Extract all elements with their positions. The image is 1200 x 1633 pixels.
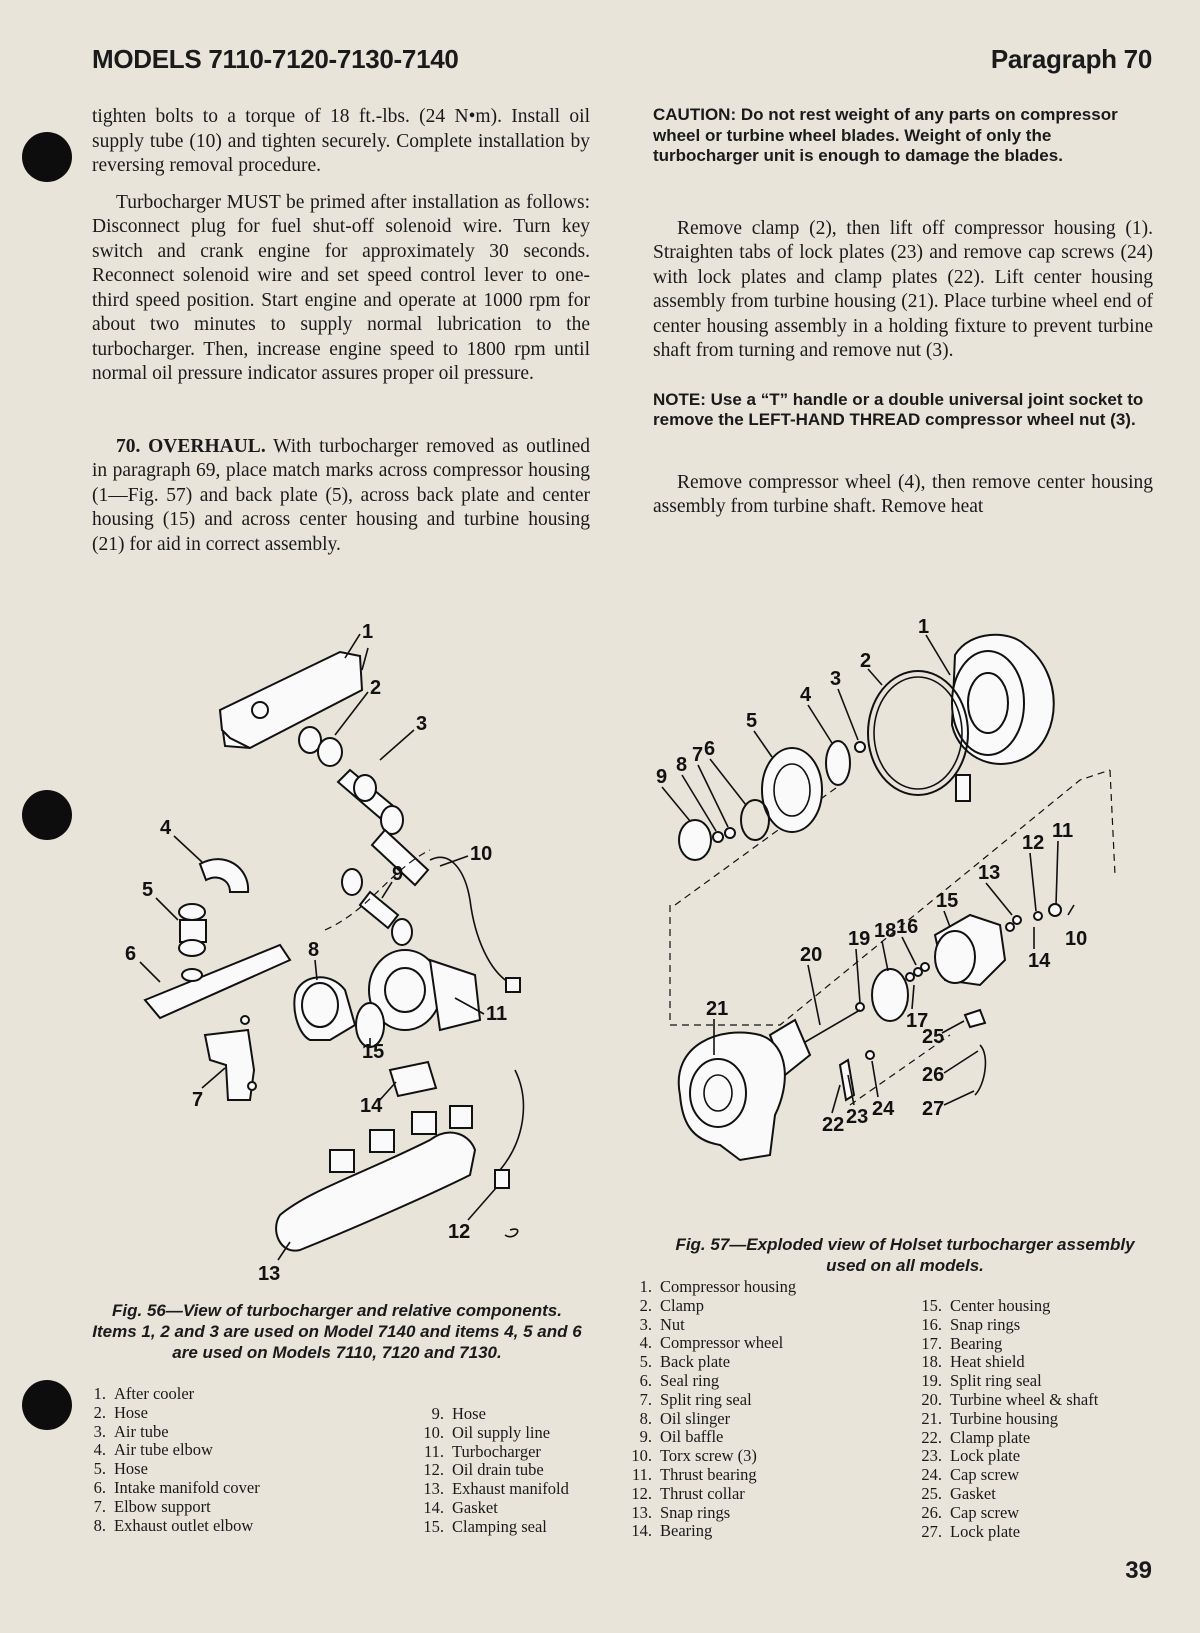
legend-item-number: 6. [93, 1477, 106, 1497]
legend-item-number: 4. [93, 1440, 106, 1460]
legend-item-text: Hose [452, 1404, 486, 1423]
fig56-label-15: 15 [362, 1041, 385, 1063]
fig57-label-13: 13 [978, 862, 1001, 884]
fig57-label-27: 27 [922, 1098, 945, 1120]
legend-item [918, 1353, 1098, 1372]
legend-item-text: Oil drain tube [452, 1460, 544, 1480]
fig57-label-6: 6 [704, 738, 716, 760]
legend-item [82, 1479, 260, 1498]
fig57-label-7: 7 [692, 744, 704, 766]
fig57-label-20: 20 [800, 944, 823, 966]
legend-item-text: Exhaust outlet elbow [114, 1515, 254, 1535]
legend-item [628, 1485, 796, 1504]
legend-item-number: 2. [93, 1402, 106, 1422]
legend-item-text: Thrust collar [660, 1483, 745, 1503]
legend-item-text: Air tube [114, 1421, 169, 1441]
legend-item [628, 1353, 796, 1372]
legend-item-number: 24. [921, 1465, 942, 1485]
legend-item-number: 14. [423, 1497, 444, 1517]
legend-item-number: 17. [921, 1333, 942, 1353]
legend-item-number: 25. [921, 1483, 942, 1503]
right-paragraph-2: Remove compressor wheel (4), then remove center housing assembly from turbine shaft. Remove heat [653, 471, 1153, 517]
legend-item-text: Oil slinger [660, 1408, 731, 1428]
legend-item-number: 19. [921, 1371, 942, 1391]
fig56-label-2: 2 [370, 677, 382, 699]
overhaul-paragraph [92, 435, 590, 558]
fig57-label-23: 23 [846, 1106, 869, 1128]
fig56-drawing [125, 621, 630, 1290]
legend-item-text: Oil supply line [452, 1422, 551, 1442]
fig56-label-12: 12 [448, 1221, 471, 1243]
legend-item-text: Torx screw (3) [660, 1446, 757, 1466]
legend-item [420, 1424, 569, 1443]
binder-hole-bottom [22, 1380, 72, 1430]
fig57-label-17: 17 [906, 1010, 929, 1032]
legend-item [918, 1372, 1098, 1391]
thread-note: NOTE: Use a “T” handle or a double universal joint socket to remove the LEFT-HAND THREAD compressor wheel nut (3). [653, 389, 1144, 429]
legend-item [82, 1423, 260, 1442]
legend-item [420, 1405, 569, 1424]
legend-item-text: Clamp [660, 1295, 704, 1315]
legend-item-number: 3. [639, 1314, 652, 1334]
legend-item-number: 5. [93, 1459, 106, 1479]
fig57-label-26: 26 [922, 1064, 945, 1086]
legend-item [628, 1372, 796, 1391]
right-paragraph-1: Remove clamp (2), then lift off compressor housing (1). Straighten tabs of lock plates (23) and remove cap screws (24) with lock plates and clamp plates (22). Lift center housing assembly from turbine housing (21). Place turbine wheel end of center housing assembly in a holding fixture to prevent turbine shaft from turning and remove nut (3). [653, 217, 1153, 361]
legend-item-text: Gasket [950, 1483, 996, 1503]
legend-item-text: Hose [114, 1402, 148, 1422]
fig56-label-9: 9 [392, 863, 404, 885]
legend-item-number: 4. [639, 1333, 652, 1353]
legend-item [918, 1485, 1098, 1504]
fig57-legend-right [918, 1297, 1098, 1541]
legend-item-number: 16. [921, 1314, 942, 1334]
legend-item-number: 11. [423, 1441, 444, 1461]
legend-item [918, 1335, 1098, 1354]
legend-item-number: 1. [93, 1384, 106, 1403]
legend-item-number: 15. [423, 1516, 444, 1536]
legend-item [918, 1504, 1098, 1523]
legend-item [918, 1523, 1098, 1542]
fig56-label-8: 8 [308, 939, 320, 961]
legend-item [628, 1522, 796, 1541]
legend-item-text: Snap rings [950, 1314, 1021, 1334]
legend-item [628, 1391, 796, 1410]
left-paragraph-1: tighten bolts to a torque of 18 ft.-lbs. (24 N•m). Install oil supply tube (10) and tighten securely. Complete installation by reversing removal procedure. [92, 106, 590, 176]
legend-item-text: Cap screw [950, 1502, 1020, 1522]
legend-item-text: Hose [114, 1459, 148, 1479]
fig57-label-10: 10 [1065, 928, 1088, 950]
legend-item [628, 1466, 796, 1485]
legend-item [918, 1297, 1098, 1316]
legend-item-text: Bearing [660, 1521, 713, 1541]
legend-item [628, 1316, 796, 1335]
legend-item [918, 1466, 1098, 1485]
fig57-label-12: 12 [1022, 832, 1045, 854]
fig56-caption: Fig. 56—View of turbocharger and relative components. Items 1, 2 and 3 are used on Model 7140 and items 4, 5 and 6 are used on Models 7110, 7120 and 7130. [92, 1301, 582, 1362]
legend-item-number: 14. [631, 1521, 652, 1541]
legend-item [628, 1428, 796, 1447]
overhaul-text: With turbocharger removed as outlined in paragraph 69, place match marks across compressor housing (1—Fig. 57) and back plate (5), across back plate and center housing (15) and across center housing and turbine housing (21) for aid in correct assembly. [92, 435, 590, 555]
fig57-caption: Fig. 57—Exploded view of Holset turbocharger assembly used on all models. [675, 1235, 1135, 1275]
legend-item-text: Split ring seal [950, 1371, 1042, 1391]
legend-item-text: Split ring seal [660, 1389, 752, 1409]
fig56-label-13: 13 [258, 1263, 281, 1285]
legend-item [628, 1410, 796, 1429]
legend-item-text: Turbine wheel & shaft [950, 1389, 1099, 1409]
fig57-label-16: 16 [896, 916, 919, 938]
legend-item [82, 1441, 260, 1460]
legend-item [82, 1460, 260, 1479]
legend-item [628, 1334, 796, 1353]
binder-hole-top [22, 132, 72, 182]
fig56-label-3: 3 [416, 713, 428, 735]
fig57-label-4: 4 [800, 684, 812, 706]
fig56-label-11: 11 [486, 1003, 508, 1025]
legend-item [420, 1499, 569, 1518]
legend-item-number: 15. [921, 1296, 942, 1315]
legend-item-number: 11. [631, 1464, 652, 1484]
legend-item-number: 7. [639, 1389, 652, 1409]
legend-item-number: 12. [423, 1460, 444, 1480]
fig56-legend-left [82, 1385, 260, 1535]
page-number: 39 [1125, 1557, 1152, 1584]
legend-item-text: Gasket [452, 1497, 498, 1517]
fig57-label-2: 2 [860, 650, 872, 672]
legend-item [918, 1429, 1098, 1448]
legend-item-text: After cooler [114, 1384, 195, 1403]
binder-hole-middle [22, 790, 72, 840]
legend-item-text: Clamping seal [452, 1516, 547, 1536]
legend-item-number: 1. [639, 1277, 652, 1296]
legend-item-number: 6. [639, 1370, 652, 1390]
legend-item-text: Nut [660, 1314, 685, 1334]
fig57-label-18: 18 [874, 920, 897, 942]
left-paragraph-2: Turbocharger MUST be primed after installation as follows: Disconnect plug for fuel shut-off solenoid wire. Turn key switch and crank engine for approximately 30 seconds. Reconnect solenoid wire and set speed control lever to one-third speed position. Start engine and operate at 1000 rpm for about two minutes to supply normal lubrication to the turbocharger. Then, increase engine speed to 1800 rpm until normal oil pressure indicator assures proper oil pressure. [92, 191, 590, 384]
legend-item-number: 23. [921, 1446, 942, 1466]
legend-item [918, 1447, 1098, 1466]
fig57-legend-left [628, 1278, 796, 1541]
legend-item-number: 13. [631, 1502, 652, 1522]
legend-item-number: 9. [639, 1427, 652, 1447]
legend-item-text: Elbow support [114, 1496, 211, 1516]
overhaul-heading: 70. OVERHAUL. [116, 435, 266, 457]
legend-item [918, 1391, 1098, 1410]
legend-item-text: Compressor housing [660, 1277, 797, 1296]
legend-item [82, 1517, 260, 1536]
fig56-label-6: 6 [125, 943, 137, 965]
legend-item-text: Lock plate [950, 1521, 1021, 1541]
legend-item [628, 1447, 796, 1466]
legend-item-text: Lock plate [950, 1446, 1021, 1466]
legend-item-number: 12. [631, 1483, 652, 1503]
fig57-label-8: 8 [676, 754, 688, 776]
legend-item-number: 5. [639, 1352, 652, 1372]
legend-item-number: 20. [921, 1389, 942, 1409]
legend-item-text: Turbocharger [452, 1441, 541, 1461]
legend-item [628, 1278, 796, 1297]
legend-item-text: Compressor wheel [660, 1333, 784, 1353]
left-text-column [92, 105, 590, 569]
fig57-label-15: 15 [936, 890, 959, 912]
legend-item-number: 7. [93, 1496, 106, 1516]
fig56-label-10: 10 [470, 843, 493, 865]
legend-item-text: Cap screw [950, 1465, 1020, 1485]
legend-item [420, 1443, 569, 1462]
fig57-label-14: 14 [1028, 950, 1051, 972]
legend-item-number: 22. [921, 1427, 942, 1447]
legend-item [628, 1297, 796, 1316]
paragraph-header: Paragraph 70 [990, 44, 1152, 74]
legend-item-number: 8. [93, 1515, 106, 1535]
legend-item-number: 3. [93, 1421, 106, 1441]
fig57-label-24: 24 [872, 1098, 895, 1120]
legend-item-text: Seal ring [660, 1370, 720, 1390]
fig57-label-22: 22 [822, 1114, 845, 1136]
legend-item [918, 1410, 1098, 1429]
legend-item [628, 1504, 796, 1523]
legend-item-number: 27. [921, 1521, 942, 1541]
fig57-label-5: 5 [746, 710, 758, 732]
legend-item-number: 13. [423, 1479, 444, 1499]
legend-item-number: 10. [423, 1422, 444, 1442]
legend-item [420, 1480, 569, 1499]
legend-item-number: 21. [921, 1408, 942, 1428]
fig56-label-7: 7 [192, 1089, 204, 1111]
fig56-label-5: 5 [142, 879, 154, 901]
legend-item-number: 26. [921, 1502, 942, 1522]
legend-item-text: Snap rings [660, 1502, 731, 1522]
fig57-label-25: 25 [922, 1026, 945, 1048]
fig57-label-3: 3 [830, 668, 842, 690]
fig56-label-4: 4 [160, 817, 172, 839]
fig56-label-14: 14 [360, 1095, 383, 1117]
legend-item-text: Intake manifold cover [114, 1477, 260, 1497]
fig57-label-9: 9 [656, 766, 668, 788]
legend-item [918, 1316, 1098, 1335]
legend-item-text: Oil baffle [660, 1427, 724, 1447]
legend-item [82, 1404, 260, 1423]
fig56-label-1: 1 [362, 621, 374, 643]
legend-item-text: Center housing [950, 1296, 1051, 1315]
legend-item-text: Exhaust manifold [452, 1479, 569, 1499]
legend-item [82, 1498, 260, 1517]
legend-item [420, 1461, 569, 1480]
legend-item-number: 10. [631, 1446, 652, 1466]
legend-item-text: Air tube elbow [114, 1440, 213, 1460]
legend-item-text: Heat shield [950, 1352, 1025, 1372]
models-header: MODELS 7110-7120-7130-7140 [92, 44, 459, 74]
legend-item [420, 1518, 569, 1537]
legend-item-text: Clamp plate [950, 1427, 1031, 1447]
legend-item [82, 1385, 260, 1404]
legend-item-text: Bearing [950, 1333, 1003, 1353]
fig57-label-19: 19 [848, 928, 871, 950]
fig57-label-1: 1 [918, 616, 930, 638]
fig57-label-11: 11 [1052, 820, 1074, 842]
right-text-column [653, 105, 1153, 532]
legend-item-number: 8. [639, 1408, 652, 1428]
legend-item-text: Thrust bearing [660, 1464, 757, 1484]
caution-note: CAUTION: Do not rest weight of any parts on compressor wheel or turbine wheel blades. Weight of only the turbocharger unit is enough to damage the blades. [653, 105, 1118, 165]
fig57-label-21: 21 [706, 998, 729, 1020]
legend-item-number: 9. [431, 1404, 444, 1423]
legend-item-text: Turbine housing [950, 1408, 1059, 1428]
legend-item-number: 18. [921, 1352, 942, 1372]
fig56-legend-right [420, 1405, 569, 1537]
legend-item-text: Back plate [660, 1352, 731, 1372]
legend-item-number: 2. [639, 1295, 652, 1315]
fig57-drawing [656, 615, 1160, 1225]
